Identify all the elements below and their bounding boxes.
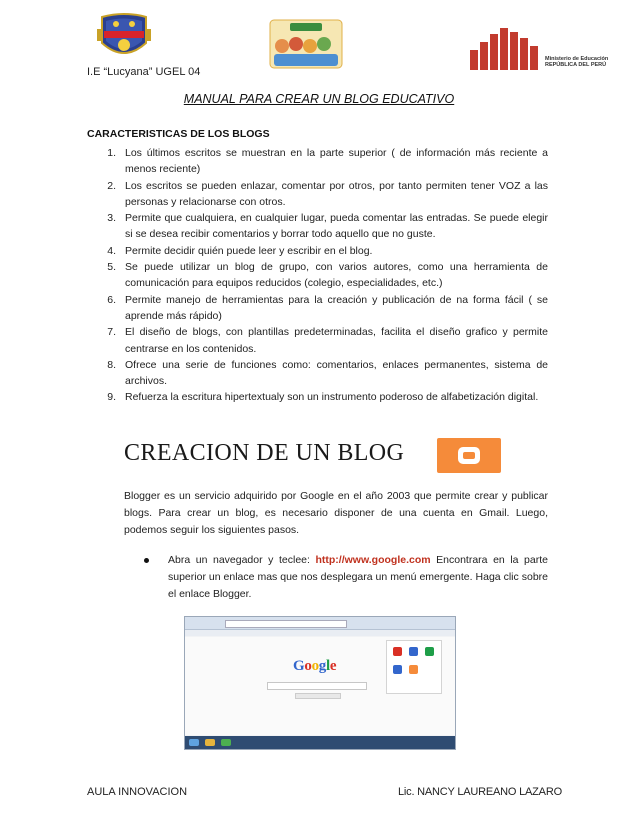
item-number: 4. bbox=[107, 244, 116, 257]
blogger-app-icon bbox=[409, 665, 418, 674]
app-icon bbox=[409, 647, 418, 656]
apps-menu-popup bbox=[386, 640, 442, 694]
google-link[interactable]: http://www.google.com bbox=[315, 554, 431, 566]
google-letter: g bbox=[318, 658, 326, 674]
google-logo bbox=[293, 658, 336, 675]
app-icon bbox=[393, 665, 402, 674]
item-number: 1. bbox=[107, 147, 116, 159]
windows-taskbar bbox=[185, 736, 455, 749]
creation-paragraph: Blogger es un servicio adquirido por Google en el año 2003 que permite crear y publicar blogs. Para crear un blog, es necesario disponer de una cuenta en Gmail. Luego, podemos seguir los siguientes pasos. bbox=[124, 490, 548, 536]
section-heading: CARACTERISTICAS DE LOS BLOGS bbox=[87, 128, 270, 140]
list-item bbox=[96, 259, 548, 292]
ministry-line-2: REPÚBLICA DEL PERÚ bbox=[545, 62, 607, 68]
ministry-of-education-logo bbox=[470, 24, 544, 70]
item-number: 5. bbox=[107, 261, 116, 274]
footer-right: Lic. NANCY LAUREANO LAZARO bbox=[398, 786, 562, 798]
bookmarks-bar bbox=[185, 630, 455, 636]
list-item bbox=[96, 178, 548, 211]
bullet-icon bbox=[144, 558, 149, 563]
list-item bbox=[96, 292, 548, 325]
item-text: Permite manejo de herramientas para la creación y publicación de na forma fácil ( se aprende más rápido) bbox=[125, 293, 548, 322]
footer-left: AULA INNOVACION bbox=[87, 786, 188, 798]
item-text: Permite que cualquiera, en cualquier lugar, pueda comentar las entradas. Se puede elegir si se desea recibir comentarios y borrar todo aquello que no guste. bbox=[125, 212, 548, 241]
app-icon bbox=[393, 647, 402, 656]
address-bar bbox=[225, 620, 347, 628]
item-text: Se puede utilizar un blog de grupo, con varios autores, como una herramienta de comunicación para equipos reducidos (colegio, especialidades, etc.) bbox=[125, 261, 548, 290]
document-title: MANUAL PARA CREAR UN BLOG EDUCATIVO bbox=[183, 92, 455, 106]
item-number: 3. bbox=[107, 212, 116, 225]
school-header: I.E “Lucyana” UGEL 04 bbox=[87, 66, 201, 78]
google-letter: o bbox=[311, 658, 319, 674]
item-text: Refuerza la escritura hipertextualy son un instrumento poderoso de alfabetización digital. bbox=[125, 391, 539, 404]
item-number: 9. bbox=[107, 391, 116, 404]
list-item bbox=[96, 324, 548, 357]
bullet-text-after: Encontrara en la parte superior un enlace mas que nos desplegara un menú emergente. Haga clic sobre el enlace Blogger. bbox=[168, 554, 548, 600]
item-number: 6. bbox=[107, 293, 116, 306]
list-item bbox=[96, 145, 548, 178]
item-text: Los últimos escritos se muestran en la parte superior ( de información más reciente a menos reciente) bbox=[125, 147, 548, 176]
browser-icon bbox=[221, 739, 231, 746]
list-item bbox=[96, 210, 548, 243]
ministry-line-1: Ministerio de Educación bbox=[545, 56, 609, 62]
google-letter: e bbox=[329, 658, 337, 674]
item-text: Ofrece una serie de funciones como: comentarios, enlaces permanentes, sistema de archivos. bbox=[125, 358, 548, 388]
google-search-box bbox=[267, 682, 367, 690]
children-program-logo bbox=[268, 18, 344, 70]
item-number: 7. bbox=[107, 326, 116, 339]
step-bullet bbox=[146, 552, 548, 603]
browser-screenshot-image bbox=[184, 616, 456, 750]
google-homepage bbox=[185, 637, 455, 735]
bullet-text-before: Abra un navegador y teclee: bbox=[168, 554, 316, 566]
blogger-icon bbox=[437, 438, 501, 473]
list-item bbox=[96, 357, 548, 390]
item-text: Permite decidir quién puede leer y escribir en el blog. bbox=[125, 244, 373, 257]
list-item bbox=[96, 389, 548, 405]
list-item bbox=[96, 243, 548, 259]
characteristics-list bbox=[96, 145, 548, 406]
browser-toolbar bbox=[185, 617, 455, 630]
google-letter: G bbox=[293, 658, 305, 674]
folder-icon bbox=[205, 739, 215, 746]
school-crest-logo bbox=[96, 13, 152, 63]
ministry-caption bbox=[545, 56, 608, 68]
google-letter: l bbox=[325, 658, 330, 674]
google-search-buttons bbox=[295, 693, 341, 699]
item-text: Los escritos se pueden enlazar, comentar por otros, por tanto permiten tener VOZ a las personas y relacionarse con otros. bbox=[125, 179, 548, 208]
creation-heading: CREACION DE UN BLOG bbox=[124, 440, 405, 466]
start-icon bbox=[189, 739, 199, 746]
google-letter: o bbox=[304, 658, 312, 674]
bullet-text bbox=[146, 552, 548, 603]
item-number: 2. bbox=[107, 179, 116, 192]
item-text: El diseño de blogs, con plantillas predeterminadas, facilita el diseño grafico y permite centrarse en los contenidos. bbox=[125, 326, 548, 355]
item-number: 8. bbox=[107, 358, 116, 371]
app-icon bbox=[425, 647, 434, 656]
